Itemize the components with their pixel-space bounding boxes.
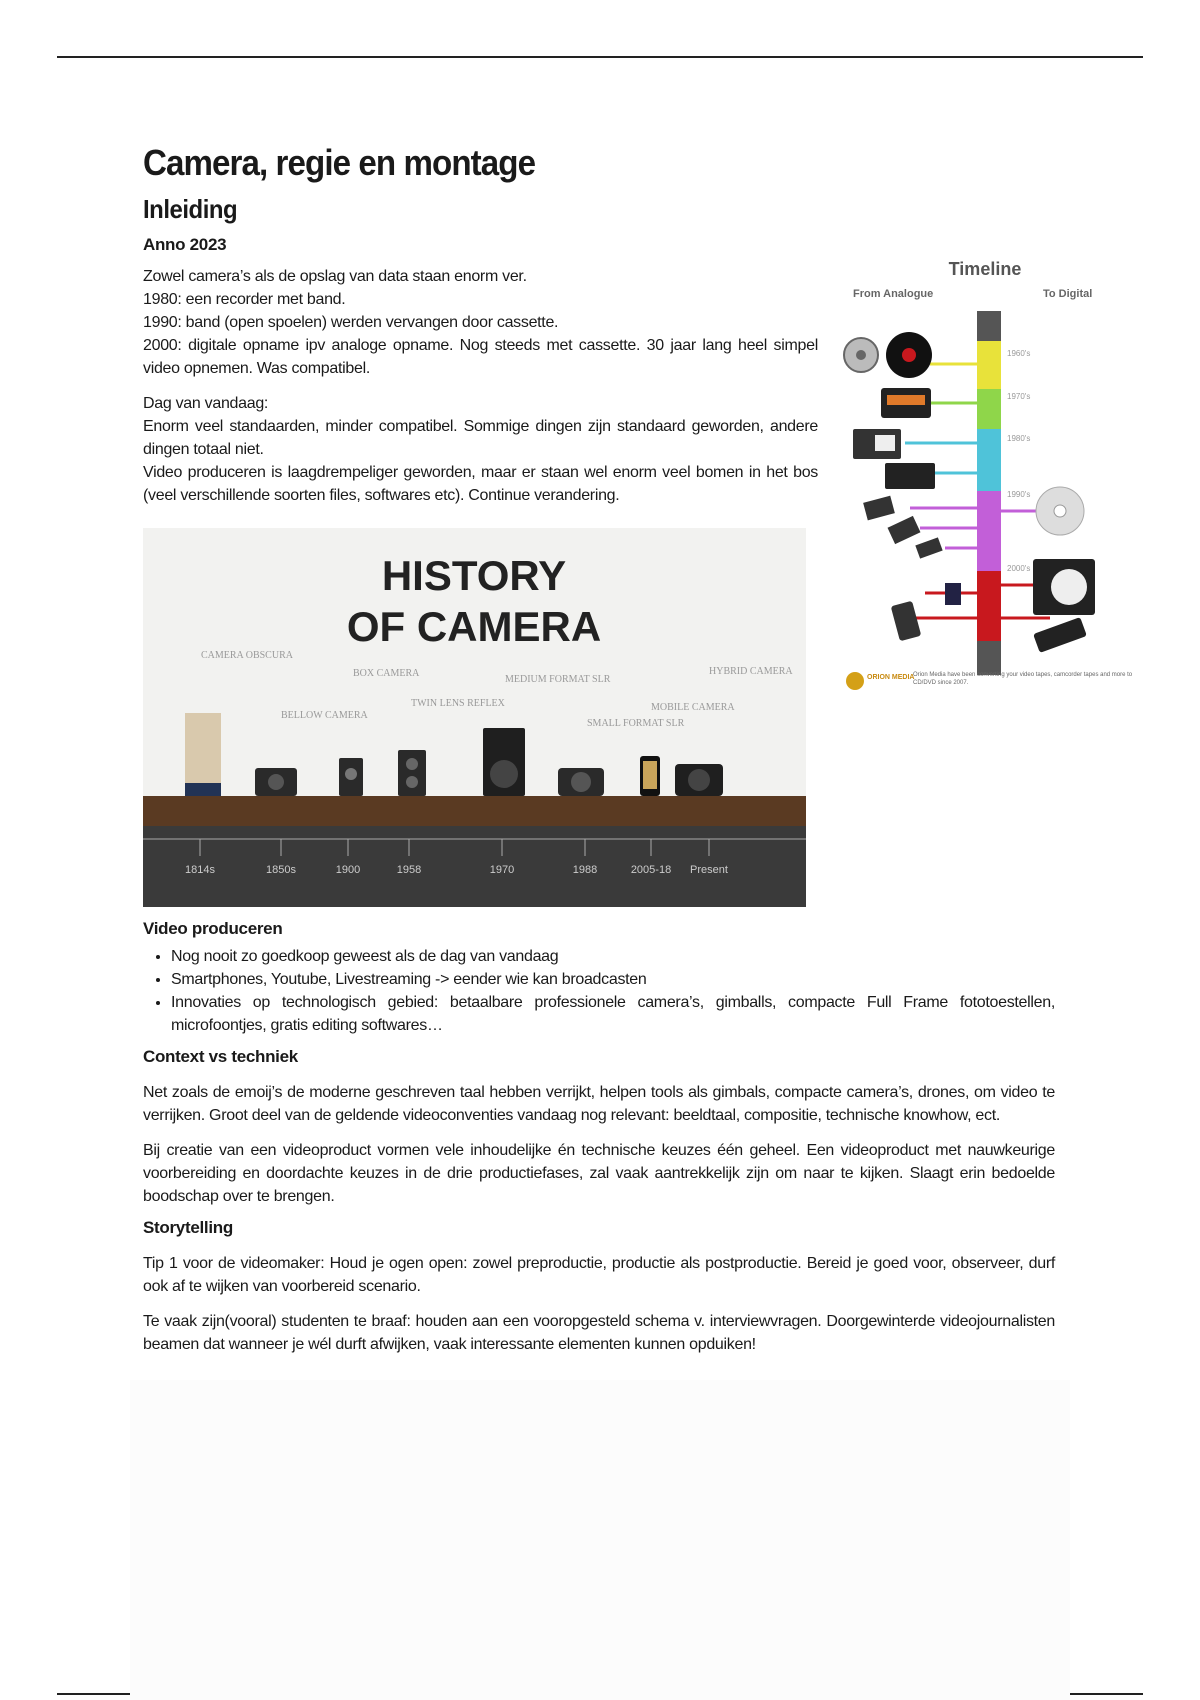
list-item: • Nog nooit zo goedkoop geweest als de dag van vandaag xyxy=(171,945,1055,968)
video-bullet-list xyxy=(143,945,1055,1037)
decade-label-2: 1970's xyxy=(1007,392,1031,401)
decade-label-3: 1980's xyxy=(1007,434,1031,443)
document-body xyxy=(143,142,1055,1356)
page-background-area xyxy=(130,1380,1070,1700)
storytelling-paragraph-2: Te vaak zijn(vooral) studenten te braaf: houden aan een vooropgesteld schema v. interviewvragen. Doorgewinterde videojournalisten beamen dat wanneer je wél durft afwijken, vaak interessante elementen kunnen opduiken! xyxy=(143,1313,1055,1353)
context-paragraph-1: Net zoals de emoij’s de moderne geschreven taal hebben verrijkt, helpen tools als gimbals, compacte camera’s, drones, om video te verrijken. Groot deel van de geldende videoconventies vandaag nog relevant: beeldtaal, compositie, technische knowhow, ect. xyxy=(143,1084,1055,1124)
section-heading-inleiding: Inleiding xyxy=(143,194,238,224)
year-label-7: 2005-18 xyxy=(630,864,672,876)
subheading-anno-2023: Anno 2023 xyxy=(143,235,227,254)
timeline-to-label: To Digital xyxy=(1043,288,1093,300)
era-label-hybrid-camera: HYBRID CAMERA xyxy=(709,666,793,677)
era-label-box-camera: BOX CAMERA xyxy=(353,668,420,679)
year-label-3: 1900 xyxy=(335,864,361,876)
timeline-from-label: From Analogue xyxy=(853,288,934,300)
timeline-footer-text: Orion Media have been converting your video tapes, camcorder tapes and more to CD/DVD since 2007. xyxy=(913,672,1133,686)
subheading-storytelling: Storytelling xyxy=(143,1218,233,1237)
era-label-camera-obscura: CAMERA OBSCURA xyxy=(201,650,293,661)
era-label-bellow-camera: BELLOW CAMERA xyxy=(281,710,368,721)
today-line-1: Enorm veel standaarden, minder compatibel. Sommige dingen zijn standaard geworden, andere dingen totaal niet. xyxy=(143,418,818,458)
storytelling-paragraph-1: Tip 1 voor de videomaker: Houd je ogen open: zowel preproductie, productie als postproductie. Bereid je goed voor, observeer, durf ook af te wijken van voorbereid scenario. xyxy=(143,1255,1055,1295)
context-paragraph-2: Bij creatie van een videoproduct vormen vele inhoudelijke én technische keuzes één geheel. Een videoproduct met nauwkeurige voorbereiding en doordachte keuzes in de drie productiefases, zal vaak aantrekkelijk zijn om naar te kijken. Slaagt erin bedoelde boodschap over te brengen. xyxy=(143,1142,1055,1205)
year-label-6: 1988 xyxy=(572,864,598,876)
year-label-4: 1958 xyxy=(396,864,422,876)
intro-line-1: Zowel camera’s als de opslag van data staan enorm ver. xyxy=(143,268,527,285)
history-title-line1: HISTORY xyxy=(381,552,567,599)
list-item: • Innovaties op technologisch gebied: betaalbare professionele camera’s, gimballs, compacte Full Frame fototoestellen, microfoontjes, gratis editing softwares… xyxy=(171,991,1055,1037)
intro-block xyxy=(143,265,818,507)
era-label-medium-format: MEDIUM FORMAT SLR xyxy=(505,674,611,685)
year-label-8: Present xyxy=(690,864,728,876)
subheading-video-produceren: Video produceren xyxy=(143,919,283,938)
era-label-twin-lens: TWIN LENS REFLEX xyxy=(411,698,505,709)
year-label-1: 1814s xyxy=(185,864,215,876)
top-rule xyxy=(57,56,1143,58)
orion-logo-text: ORION MEDIA xyxy=(867,674,915,681)
intro-line-2: 1980: een recorder met band. xyxy=(143,291,346,308)
era-label-small-format: SMALL FORMAT SLR xyxy=(587,718,685,729)
history-title-line2: OF CAMERA xyxy=(346,603,602,650)
year-label-2: 1850s xyxy=(266,864,296,876)
decade-label-5: 2000's xyxy=(1007,564,1031,573)
year-label-5: 1970 xyxy=(489,864,515,876)
timeline-title: Timeline xyxy=(948,259,1022,279)
era-label-mobile-camera: MOBILE CAMERA xyxy=(651,702,735,713)
subheading-context-vs-techniek: Context vs techniek xyxy=(143,1047,298,1066)
page-title: Camera, regie en montage xyxy=(143,142,536,183)
intro-line-4: 2000: digitale opname ipv analoge opname. Nog steeds met cassette. 30 jaar lang heel simpel video opnemen. Was compatibel. xyxy=(143,337,818,377)
list-item: • Smartphones, Youtube, Livestreaming -> eender wie kan broadcasten xyxy=(171,968,1055,991)
decade-label-4: 1990's xyxy=(1007,490,1031,499)
decade-label-1: 1960's xyxy=(1007,349,1031,358)
today-line-2: Video produceren is laagdrempeliger geworden, maar er staan wel enorm veel bomen in het bos (veel verschillende soorten files, softwares etc). Continue verandering. xyxy=(143,464,818,504)
today-label: Dag van vandaag: xyxy=(143,395,269,412)
intro-line-3: 1990: band (open spoelen) werden vervangen door cassette. xyxy=(143,314,559,331)
